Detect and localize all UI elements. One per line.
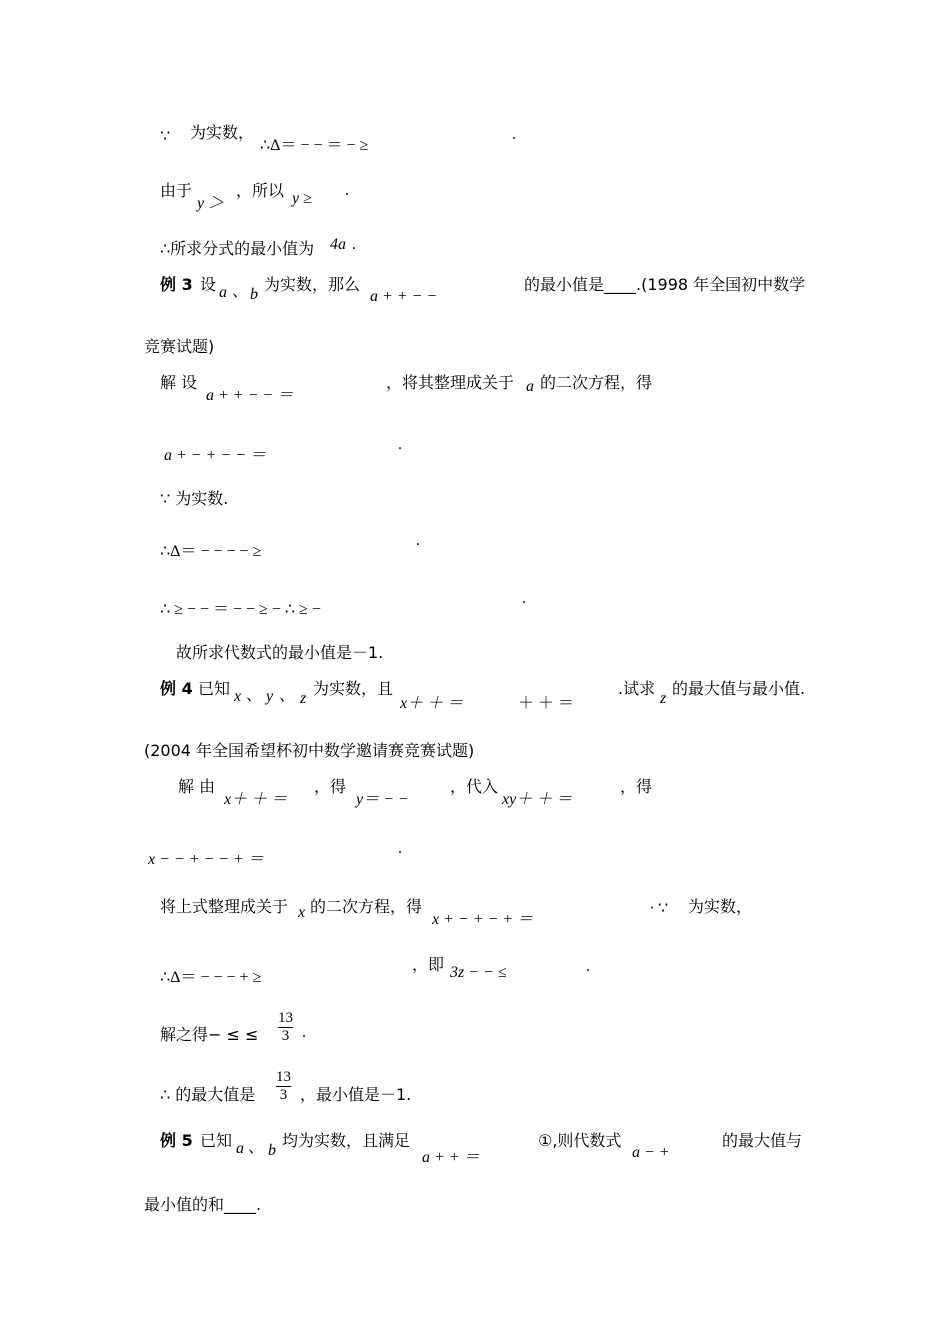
example4-label: 例 4 [160, 679, 193, 698]
line3-text: ∴所求分式的最小值为 [160, 239, 315, 258]
example4-z2: z [660, 690, 667, 707]
solution4-text1: 将上式整理成关于 [160, 897, 289, 916]
solution4-because: ∙ ∵ [650, 900, 669, 917]
solution4-inequality-dot: . [586, 958, 590, 975]
fraction-numerator: 13 [278, 1010, 293, 1026]
example4-sep1: 、 [246, 685, 263, 704]
solution4-real: 为实数， [688, 897, 753, 916]
example3-label: 例 3 [160, 275, 193, 294]
solution4-solve-dot: . [302, 1024, 306, 1041]
example3-expression: a + + − − [370, 288, 438, 305]
example5-sep: 、 [248, 1137, 265, 1156]
solution4-max-text2: ，最小值是－1. [300, 1085, 412, 1104]
example4-continuation: (2004 年全国希望杯初中数学邀请赛竞赛试题) [144, 741, 475, 760]
solution3-equation: a + − + − − ＝ [164, 447, 266, 464]
solution3-delta: ∴Δ＝ − − − − ≥ [160, 543, 262, 560]
example3-text2: 的最小值是____.(1998 年全国初中数学 [524, 275, 806, 294]
solution4-that-is: ，即 [412, 955, 445, 974]
solution4-expanded-dot: . [398, 840, 402, 857]
fraction-numerator: 13 [276, 1069, 291, 1085]
line2-text1: 由于 [160, 181, 193, 200]
example5-text2: 均为实数，且满足 [282, 1131, 411, 1150]
example3-text1: 为实数，那么 [264, 275, 361, 294]
example4-equation1: x＋ ＋ ＝ [400, 695, 464, 712]
solution3-equation-dot: . [398, 436, 402, 453]
solution3-conclusion: 故所求代数式的最小值是－1. [176, 643, 384, 662]
solution4-quadratic: x + − + − + ＝ [432, 911, 534, 928]
example5-a: a [236, 1140, 244, 1157]
example4-sep2: 、 [279, 685, 296, 704]
example5-text1: 已知 [200, 1131, 233, 1150]
solution3-label: 解 设 [160, 373, 198, 392]
solution4-substitute: ，代入 [450, 777, 499, 796]
example3-continuation: 竞赛试题) [144, 337, 215, 356]
line1-math: ∴Δ＝ − − ＝ − ≥ [260, 137, 369, 154]
example5-label: 例 5 [160, 1131, 193, 1150]
solution3-because: ∵ 为实数. [160, 489, 229, 508]
solution3-expression: a + + − − ＝ [206, 387, 294, 404]
example5-equation: a + + ＝ [422, 1149, 480, 1166]
line1-text: 为实数， [190, 123, 255, 142]
fraction-denominator: 3 [279, 1087, 288, 1103]
solution3-delta-dot: . [416, 532, 420, 549]
solution3-inequality: ∴ ≥ − − ＝ − − ≥ − ∴ ≥ − [160, 601, 321, 618]
solution4-fraction-upper [278, 1010, 293, 1045]
example3-a: a [219, 284, 227, 301]
example4-z: z [300, 690, 307, 707]
solution4-label: 解 由 [178, 777, 216, 796]
solution4-text2: 的二次方程，得 [310, 897, 423, 916]
line2-text2: ，所以 [236, 181, 285, 200]
line3-dot: . [352, 236, 356, 253]
solution4-x: x [298, 904, 306, 921]
solution3-text2: 的二次方程，得 [540, 373, 653, 392]
solution4-delta: ∴Δ＝ − − − + ≥ [160, 969, 262, 986]
solution4-equation1: x＋ ＋ ＝ [224, 791, 288, 808]
line3-min-value: 4a [330, 236, 346, 253]
solution4-max-text1: ∴ 的最大值是 [160, 1085, 256, 1104]
solution4-expanded: x − − + − − + ＝ [148, 851, 264, 868]
example5-b: b [268, 1142, 276, 1159]
solution4-equation3: xy＋ ＋ ＝ [502, 791, 573, 808]
fraction-denominator: 3 [281, 1028, 290, 1044]
example4-text1: 已知 [198, 679, 231, 698]
example5-continuation: 最小值的和____. [144, 1195, 262, 1214]
example3-b: b [250, 286, 258, 303]
line2-y2: y ≥ [292, 190, 312, 207]
solution4-get1: ，得 [314, 777, 347, 796]
line2-y1: y ＞ [197, 195, 225, 212]
solution3-a: a [526, 378, 534, 395]
example4-x: x [234, 688, 242, 705]
example3-sep: 、 [232, 281, 249, 300]
solution4-max-fraction [276, 1069, 291, 1104]
line2-dot: . [345, 182, 349, 199]
solution4-equation2: y＝ − − [356, 791, 409, 808]
solution3-inequality-dot: . [522, 590, 526, 607]
solution4-inequality: 3z − − ≤ [450, 964, 507, 981]
solution4-get2: ，得 [620, 777, 653, 796]
solution4-solve: 解之得− ≤ ≤ [160, 1025, 259, 1044]
example4-text2: 为实数，且 [313, 679, 394, 698]
because-symbol: ∵ [160, 128, 171, 145]
example4-equation2: ＋ ＋ ＝ [518, 695, 575, 712]
solution3-text: ，将其整理成关于 [386, 373, 515, 392]
example5-text3: 的最大值与 [722, 1131, 803, 1150]
example4-text3: .试求 [618, 679, 656, 698]
line1-dot: . [512, 126, 516, 143]
example5-expression: a − + [632, 1144, 670, 1161]
example5-circled: ①,则代数式 [538, 1131, 622, 1150]
example4-text4: 的最大值与最小值. [672, 679, 806, 698]
example4-y: y [266, 688, 274, 705]
example3-set: 设 [200, 275, 217, 294]
